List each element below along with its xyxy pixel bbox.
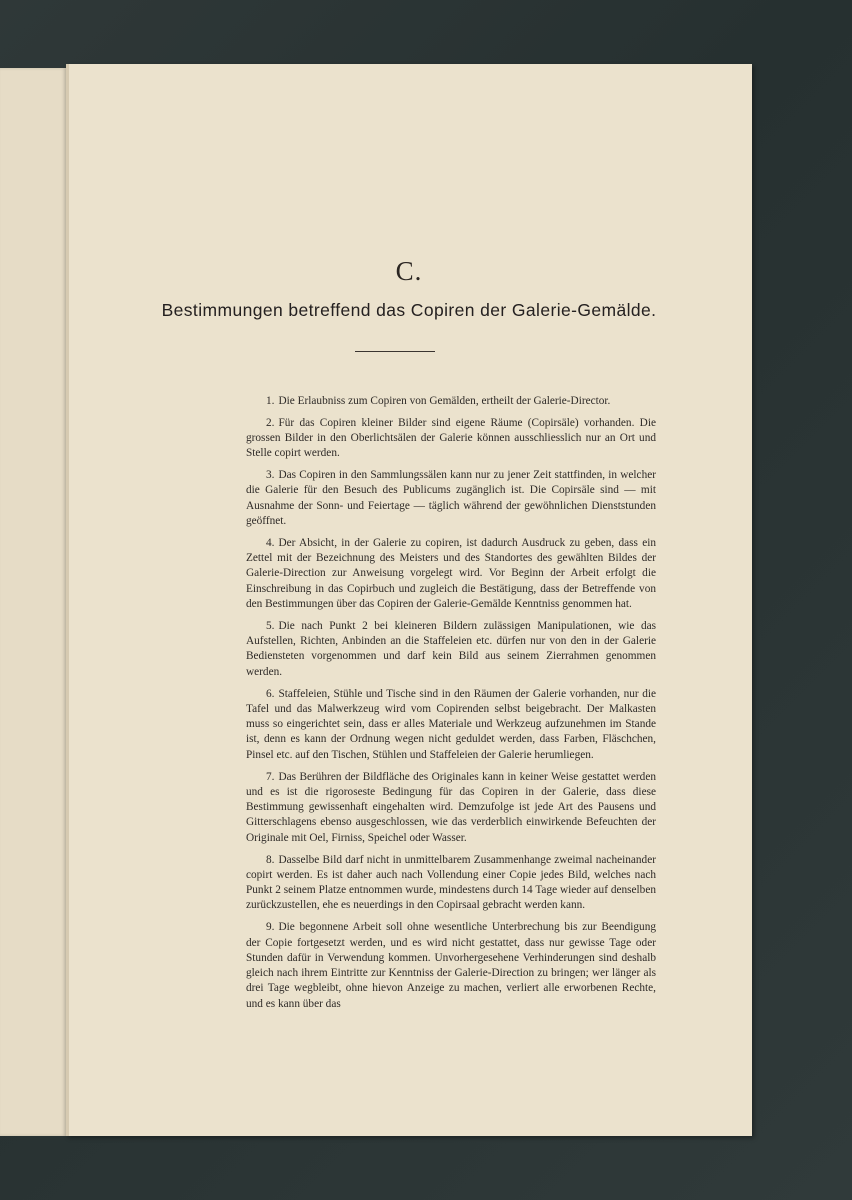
paragraph-2: [246, 416, 656, 462]
paragraph-number: 5.: [266, 619, 275, 632]
title-divider: [355, 351, 435, 352]
paragraph-number: 2.: [266, 416, 275, 429]
paragraph-1: [246, 394, 656, 409]
paragraph-9: [246, 920, 656, 1012]
paragraph-number: 4.: [266, 536, 275, 549]
paragraph-text: Die Erlaubniss zum Copiren von Gemälden, ertheilt der Galerie-Director.: [278, 395, 611, 407]
paragraph-number: 7.: [266, 770, 275, 783]
previous-page-edge: [0, 68, 67, 1136]
paragraph-text: Die begonnene Arbeit soll ohne wesentliche Unterbrechung bis zur Beendigung der Copie fortgesetzt werden, und es wird nicht gestattet, dass nur gewisse Tage oder Stunden dafür in Verwendung kommen. Unvorhergesehene Verhinderungen sind deshalb gleich nach ihrem Eintritte zur Kenntniss der Galerie-Direction zu bringen; wer länger als drei Tage wegbleibt, ohne hievon Anzeige zu machen, verliert alle erworbenen Rechte, und es kann über das: [246, 921, 656, 1010]
paragraph-6: [246, 687, 656, 763]
document-title: Bestimmungen betreffend das Copiren der Galerie-Gemälde.: [161, 300, 657, 320]
paragraph-text: Dasselbe Bild darf nicht in unmittelbarem Zusammenhange zweimal nacheinander copirt werden. Es ist daher auch nach Vollendung einer Copie jedes Bild, welches nach Punkt 2 seinem Platze entnommen wurde, mindestens durch 14 Tage wieder auf denselben zurückzustellen, ehe es neuerdings in den Copirsaal gebracht werden kann.: [246, 853, 656, 912]
paragraph-text: Für das Copiren kleiner Bilder sind eigene Räume (Copirsäle) vorhanden. Die grossen Bilder in den Oberlichtsälen der Galerie können ausschliesslich nur an Ort und Stelle copirt werden.: [246, 416, 656, 460]
paragraph-4: [246, 536, 656, 612]
section-letter: C.: [395, 256, 423, 286]
paragraph-text: Das Copiren in den Sammlungssälen kann nur zu jener Zeit stattfinden, in welcher die Galerie für den Besuch des Publicums zugänglich ist. Die Copirsäle sind — mit Ausnahme der Sonn- und Feiertage — täglich während der gewöhnlichen Dienststunden geöffnet.: [246, 469, 656, 528]
paragraph-8: [246, 853, 656, 914]
paragraph-number: 6.: [266, 687, 275, 700]
paragraph-number: 1.: [266, 395, 275, 407]
paragraph-number: 8.: [266, 853, 275, 866]
paragraph-text: Staffeleien, Stühle und Tische sind in den Räumen der Galerie vorhanden, nur die Tafel und das Malwerkzeug wird vom Copirenden selbst beigebracht. Der Malkasten muss so eingerichtet sein, dass er alles Materiale und Werkzeug aufzunehmen im Stande ist, denn es kann der Ordnung wegen nicht geduldet werden, dass Farben, Fläschchen, Pinsel etc. auf den Tischen, Stühlen und Staffeleien der Galerie herumliegen.: [246, 687, 656, 761]
paragraph-number: 3.: [266, 469, 275, 482]
regulations-body: [246, 394, 656, 1018]
paragraph-text: Das Berühren der Bildfläche des Originales kann in keiner Weise gestattet werden und es ist die rigoroseste Bedingung für das Copiren in der Galerie, dass diese Bestimmung gewissenhaft eingehalten wird. Demzufolge ist jede Art des Pausens und Gitterschlagens ebenso ausgeschlossen, wie das verderblich einwirkende Befeuchten der Originale mit Oel, Firniss, Speichel oder Wasser.: [246, 770, 656, 844]
paragraph-7: [246, 770, 656, 846]
paragraph-3: [246, 468, 656, 529]
paragraph-text: Der Absicht, in der Galerie zu copiren, ist dadurch Ausdruck zu geben, dass ein Zettel mit der Bezeichnung des Meisters und des Standortes des gewählten Bildes der Galerie-Direction zur Anweisung vorgelegt wird. Vor Beginn der Arbeit erfolgt die Einschreibung in das Copirbuch und zugleich die Bestätigung, dass der Betreffende von den Bestimmungen über das Copiren der Galerie-Gemälde Kenntniss genommen hat.: [246, 536, 656, 611]
paragraph-number: 9.: [266, 921, 275, 934]
document-page: [66, 64, 752, 1136]
paragraph-text: Die nach Punkt 2 bei kleineren Bildern zulässigen Manipulationen, wie das Aufstellen, Richten, Anbinden an die Staffeleien etc. dürfen nur von den in der Galerie Bediensteten vorgenommen und darf kein Bild aus seinem Zierrahmen genommen werden.: [246, 619, 656, 678]
paragraph-5: [246, 619, 656, 680]
